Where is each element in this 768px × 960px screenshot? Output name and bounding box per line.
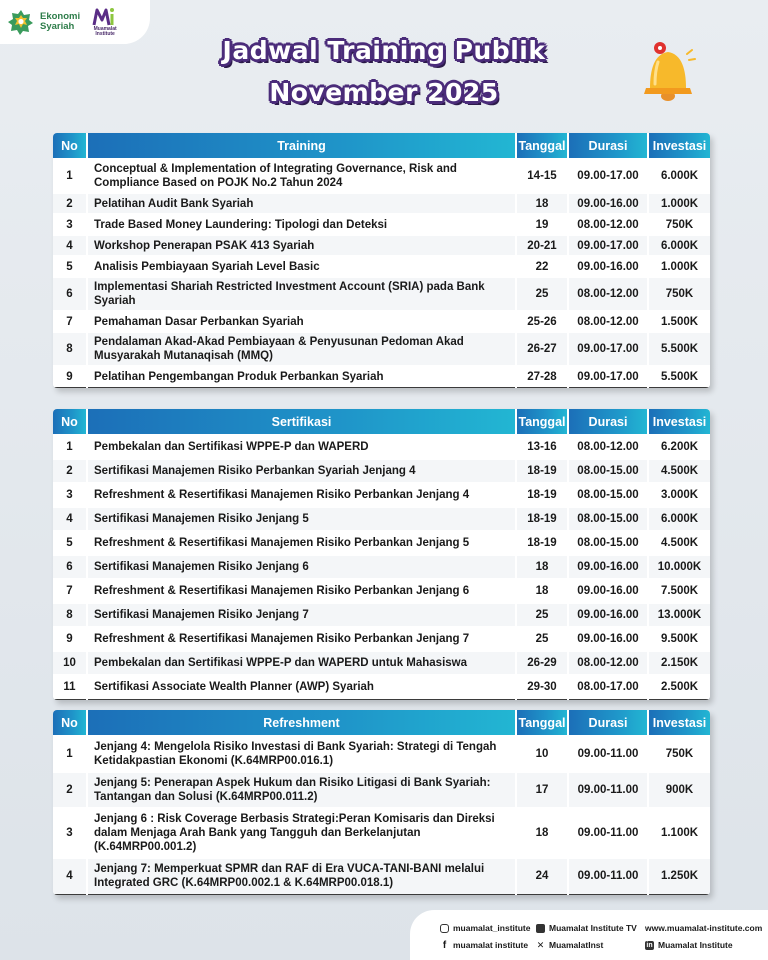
page-subtitle: November 2025 bbox=[269, 78, 499, 107]
table-row: 1 Jenjang 4: Mengelola Risiko Investasi di Bank Syariah: Strategi di Tengah Ketidakpastian Ekonomi (K.64MRP00.016.1) 10 09.00-11.00 750K bbox=[53, 736, 710, 772]
table-row: 4 Jenjang 7: Memperkuat SPMR dan RAF di Era VUCA-TANI-BANI melalui Integrated GRC (K.64MRP00.002.1 & K.64MRP00.018.1) 24 09.00-11.00 1.250K bbox=[53, 858, 710, 894]
training-table bbox=[53, 133, 710, 388]
footer-social-links bbox=[410, 910, 768, 960]
col-header-investasi: Investasi bbox=[648, 710, 710, 736]
col-header-investasi: Investasi bbox=[648, 409, 710, 435]
bell-icon bbox=[640, 40, 696, 102]
table-row: 4 Workshop Penerapan PSAK 413 Syariah 20-21 09.00-17.00 6.000K bbox=[53, 235, 710, 256]
col-header-tanggal: Tanggal bbox=[516, 133, 568, 159]
table-row: 3 Jenjang 6 : Risk Coverage Berbasis Strategi:Peran Komisaris dan Direksi dalam Menjaga Arah Bank yang Tangguh dan Berkelanjutan (K.64MRP00.001.2) 18 09.00-11.00 1.100K bbox=[53, 808, 710, 858]
col-header-no: No bbox=[53, 409, 87, 435]
ekonomi-syariah-logo-icon bbox=[8, 9, 34, 35]
ekonomi-syariah-wordmark: Ekonomi Syariah bbox=[40, 11, 81, 32]
table-header-row bbox=[53, 133, 710, 159]
sertifikasi-table bbox=[53, 409, 710, 700]
table-row: 8 Pendalaman Akad-Akad Pembiayaan & Penyusunan Pedoman Akad Musyarakah Mutanaqisah (MMQ) 26-27 09.00-17.00 5.500K bbox=[53, 332, 710, 366]
table-row: 8 Sertifikasi Manajemen Risiko Jenjang 7 25 09.00-16.00 13.000K bbox=[53, 603, 710, 627]
table-row: 9 Refreshment & Resertifikasi Manajemen Risiko Perbankan Jenjang 7 25 09.00-16.00 9.500K bbox=[53, 627, 710, 651]
table-row: 11 Sertifikasi Associate Wealth Planner (AWP) Syariah 29-30 08.00-17.00 2.500K bbox=[53, 675, 710, 699]
muamalat-institute-logo bbox=[92, 7, 118, 38]
footer-linkedin-link[interactable]: in Muamalat Institute bbox=[646, 940, 733, 950]
footer-x-link[interactable]: ✕ MuamalatInst bbox=[536, 939, 604, 950]
col-header-tanggal: Tanggal bbox=[516, 710, 568, 736]
table-header-row bbox=[53, 409, 710, 435]
footer-facebook-link[interactable]: f muamalat institute bbox=[440, 940, 528, 950]
table-row: 1 Conceptual & Implementation of Integrating Governance, Risk and Compliance Based on POJK No.2 Tahun 2024 14-15 09.00-17.00 6.000K bbox=[53, 159, 710, 193]
instagram-icon bbox=[440, 924, 449, 933]
col-header-durasi: Durasi bbox=[568, 409, 648, 435]
table-row: 6 Sertifikasi Manajemen Risiko Jenjang 6 18 09.00-16.00 10.000K bbox=[53, 555, 710, 579]
table-row: 3 Refreshment & Resertifikasi Manajemen Risiko Perbankan Jenjang 4 18-19 08.00-15.00 3.000K bbox=[53, 483, 710, 507]
footer-website-link[interactable]: www.muamalat-institute.com bbox=[645, 923, 763, 933]
col-header-sertifikasi: Sertifikasi bbox=[87, 409, 516, 435]
muamalat-institute-mark-icon bbox=[92, 7, 118, 27]
table-row: 7 Refreshment & Resertifikasi Manajemen Risiko Perbankan Jenjang 6 18 09.00-16.00 7.500K bbox=[53, 579, 710, 603]
col-header-no: No bbox=[53, 133, 87, 159]
table-row: 5 Refreshment & Resertifikasi Manajemen Risiko Perbankan Jenjang 5 18-19 08.00-15.00 4.500K bbox=[53, 531, 710, 555]
facebook-icon: f bbox=[442, 939, 447, 951]
col-header-durasi: Durasi bbox=[568, 133, 648, 159]
col-header-investasi: Investasi bbox=[648, 133, 710, 159]
table-row: 5 Analisis Pembiayaan Syariah Level Basic 22 09.00-16.00 1.000K bbox=[53, 256, 710, 277]
table-row: 3 Trade Based Money Laundering: Tipologi dan Deteksi 19 08.00-12.00 750K bbox=[53, 214, 710, 235]
footer-instagram-link[interactable]: muamalat_institute bbox=[440, 923, 530, 933]
col-header-tanggal: Tanggal bbox=[516, 409, 568, 435]
youtube-icon bbox=[536, 924, 545, 933]
col-header-training: Training bbox=[87, 133, 516, 159]
col-header-durasi: Durasi bbox=[568, 710, 648, 736]
col-header-refreshment: Refreshment bbox=[87, 710, 516, 736]
linkedin-icon: in bbox=[646, 941, 653, 949]
muamalat-institute-wordmark: Muamalat Institute bbox=[93, 25, 117, 37]
table-row: 9 Pelatihan Pengembangan Produk Perbankan Syariah 27-28 09.00-17.00 5.500K bbox=[53, 366, 710, 387]
footer-youtube-link[interactable]: Muamalat Institute TV bbox=[536, 923, 637, 933]
table-row: 4 Sertifikasi Manajemen Risiko Jenjang 5 18-19 08.00-15.00 6.000K bbox=[53, 507, 710, 531]
page-title: Jadwal Training Publik bbox=[222, 36, 546, 65]
table-header-row bbox=[53, 710, 710, 736]
table-row: 2 Sertifikasi Manajemen Risiko Perbankan Syariah Jenjang 4 18-19 08.00-15.00 4.500K bbox=[53, 459, 710, 483]
table-row: 1 Pembekalan dan Sertifikasi WPPE-P dan WAPERD 13-16 08.00-12.00 6.200K bbox=[53, 435, 710, 459]
x-icon: ✕ bbox=[536, 939, 545, 950]
table-row: 7 Pemahaman Dasar Perbankan Syariah 25-26 08.00-12.00 1.500K bbox=[53, 311, 710, 332]
table-row: 6 Implementasi Shariah Restricted Investment Account (SRIA) pada Bank Syariah 25 08.00-12.00 750K bbox=[53, 277, 710, 311]
col-header-no: No bbox=[53, 710, 87, 736]
table-row: 2 Pelatihan Audit Bank Syariah 18 09.00-16.00 1.000K bbox=[53, 193, 710, 214]
table-row: 10 Pembekalan dan Sertifikasi WPPE-P dan WAPERD untuk Mahasiswa 26-29 08.00-12.00 2.150K bbox=[53, 651, 710, 675]
refreshment-table bbox=[53, 710, 710, 895]
table-row: 2 Jenjang 5: Penerapan Aspek Hukum dan Risiko Litigasi di Bank Syariah: Tantangan dan Solusi (K.64MRP00.011.2) 17 09.00-11.00 900K bbox=[53, 772, 710, 808]
